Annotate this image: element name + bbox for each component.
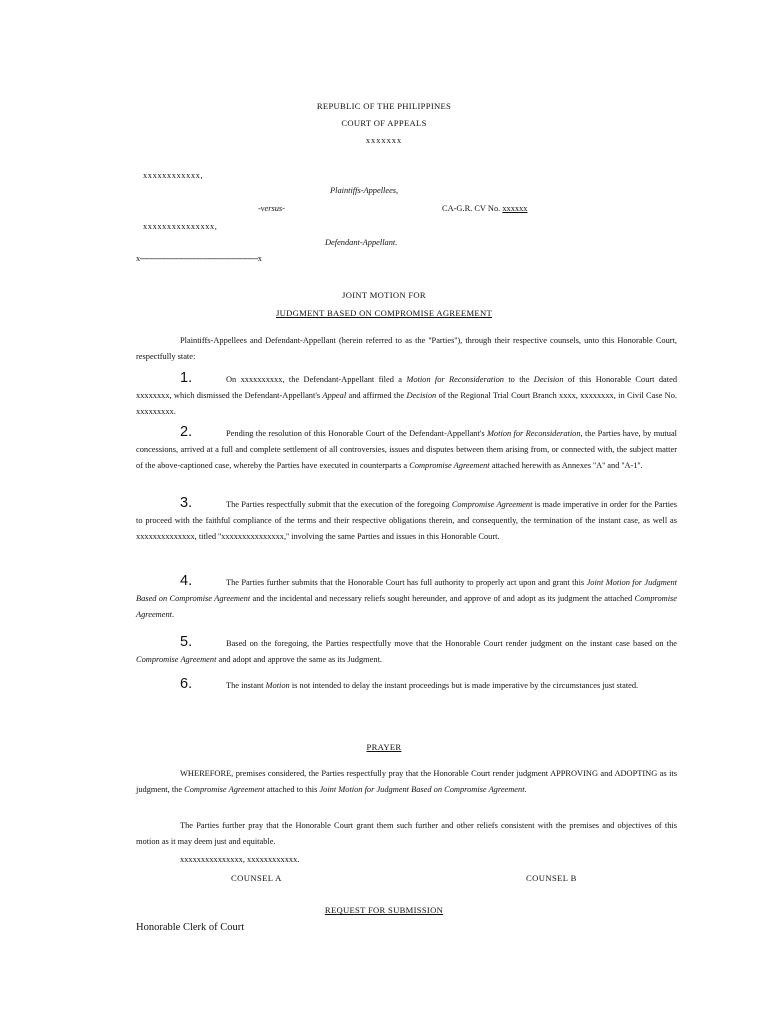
paragraph-3-run-0: The Parties respectfully submit that the execution of the foregoing bbox=[226, 500, 452, 509]
paragraph-6-run-0: The instant bbox=[226, 681, 266, 690]
paragraph-3-run-1: Compromise Agreement bbox=[451, 500, 533, 509]
plaintiff-name: xxxxxxxxxxxx, bbox=[143, 171, 204, 180]
paragraph-1-run-5: Appeal bbox=[322, 391, 347, 401]
place-date: xxxxxxxxxxxxxxx, xxxxxxxxxxxx. bbox=[180, 855, 300, 864]
prayer-paragraph-2: The Parties further pray that the Honorable Court grant them such further and other reliefs consistent with the premises and objectives of this motion as it may deem just and equitable. bbox=[136, 821, 677, 847]
header-location: xxxxxxx bbox=[365, 136, 403, 145]
numbered-paragraph-6 bbox=[136, 678, 677, 694]
defendant-role: Defendant-Appellant. bbox=[325, 238, 398, 247]
prayer-p1-run-4: . bbox=[524, 785, 527, 795]
numbered-paragraph-2 bbox=[136, 426, 677, 475]
numbered-paragraph-5 bbox=[136, 636, 677, 668]
paragraph-4-run-3: Compromise Agreement bbox=[136, 594, 677, 620]
paragraph-number: 3. bbox=[180, 495, 193, 511]
prayer-paragraph-1 bbox=[136, 766, 677, 798]
paragraph-number: 6. bbox=[180, 676, 193, 692]
motion-title-line2: JUDGMENT BASED ON COMPROMISE AGREEMENT bbox=[275, 308, 493, 318]
prayer-p1-run-2: attached to this bbox=[264, 785, 320, 795]
paragraph-5-run-1: Compromise Agreement bbox=[136, 655, 217, 665]
request-heading: REQUEST FOR SUBMISSION bbox=[324, 905, 444, 915]
motion-title-line1: JOINT MOTION FOR bbox=[342, 290, 426, 300]
paragraph-2-run-3: Compromise Agreement bbox=[409, 461, 490, 471]
paragraph-1-run-8: of the Regional Trial Court Branch xxxx, xxxxxxxx, in Civil Case No. xxxxxxxxx. bbox=[136, 391, 677, 417]
paragraph-2-run-1: Motion for Reconsideration bbox=[486, 429, 581, 438]
paragraph-4-run-1: Joint Motion for Judgment Based on Compromise Agreement bbox=[136, 578, 677, 604]
paragraph-4-run-4: . bbox=[171, 610, 175, 620]
case-label: CA-G.R. CV No. bbox=[442, 204, 501, 213]
paragraph-4-run-0: The Parties further submits that the Honorable Court has full authority to properly act upon and grant this bbox=[226, 578, 587, 587]
paragraph-5-run-2: and adopt and approve the same as its Judgment. bbox=[216, 655, 383, 665]
counsel-b-label: COUNSEL B bbox=[526, 873, 577, 883]
paragraph-2-run-0: Pending the resolution of this Honorable Court of the Defendant-Appellant's bbox=[226, 429, 487, 438]
paragraph-2-run-2: , the Parties have, by mutual concessions, arrived at a full and complete settlement of all controversies, issues and disputes between them arising from, or connected with, the subject matter of the above-captioned case, whereby the Parties have executed in counterparts a bbox=[136, 429, 677, 471]
case-number: xxxxxx bbox=[502, 204, 528, 213]
paragraph-4-run-2: and the incidental and necessary reliefs sought hereunder, and approve of and adopt as its judgment the attached bbox=[250, 594, 635, 604]
request-addressee: Honorable Clerk of Court bbox=[136, 922, 245, 933]
paragraph-2-run-4: attached herewith as Annexes ''A'' and ''A-1''. bbox=[489, 461, 643, 471]
numbered-paragraph-3 bbox=[136, 497, 677, 546]
header-court: COURT OF APPEALS bbox=[341, 118, 427, 128]
paragraph-1-run-3: Decision bbox=[533, 375, 564, 384]
paragraph-3-run-2: is made imperative in order for the Parties to proceed with the faithful compliance of the terms and their respective obligations therein, and consequently, the termination of the instant case, as well as xxxxxxxxxxxxxx, titled ''xxxxxxxxxxxxxxx,'' involving the same Parties and issues in this Honorable Court. bbox=[136, 500, 677, 542]
paragraph-6-run-2: is not intended to delay the instant proceedings but is made imperative by the circumstances just stated. bbox=[289, 681, 639, 690]
paragraph-1-run-2: to the bbox=[503, 375, 534, 384]
prayer-p1-run-1: Compromise Agreement bbox=[184, 785, 265, 795]
paragraph-6-run-1: Motion bbox=[265, 681, 290, 690]
defendant-name: xxxxxxxxxxxxxxx, bbox=[143, 222, 218, 231]
paragraph-1-run-6: and affirmed the bbox=[346, 391, 407, 401]
case-number-block bbox=[442, 204, 527, 213]
prayer-heading: PRAYER bbox=[366, 742, 402, 752]
intro-paragraph: Plaintiffs-Appellees and Defendant-Appellant (herein referred to as the ''Parties''), through their respective counsels, unto this Honorable Court, respectfully state: bbox=[136, 336, 677, 362]
paragraph-1-run-4: of this Honorable Court dated xxxxxxxx, which dismissed the Defendant-Appellant's bbox=[136, 375, 678, 401]
header-republic: REPUBLIC OF THE PHILIPPINES bbox=[316, 101, 452, 111]
paragraph-1-run-7: Decision bbox=[406, 391, 437, 401]
numbered-paragraph-1 bbox=[136, 372, 677, 421]
paragraph-number: 5. bbox=[180, 634, 193, 650]
paragraph-5-run-0: Based on the foregoing, the Parties respectfully move that the Honorable Court render judgment on the instant case based on the bbox=[226, 639, 677, 648]
paragraph-number: 4. bbox=[180, 573, 193, 589]
paragraph-number: 2. bbox=[180, 424, 193, 440]
paragraph-number: 1. bbox=[180, 370, 193, 386]
counsel-a-label: COUNSEL A bbox=[231, 873, 282, 883]
numbered-paragraph-4 bbox=[136, 575, 677, 624]
prayer-p1-run-0: WHEREFORE, premises considered, the Parties respectfully pray that the Honorable Court render judgment APPROVING and ADOPTING as its judgment, the bbox=[136, 769, 677, 795]
versus-label: -versus- bbox=[258, 204, 285, 213]
plaintiff-role: Plaintiffs-Appellees, bbox=[330, 186, 399, 195]
paragraph-1-run-1: Motion for Reconsideration bbox=[406, 375, 504, 384]
caption-divider: x------------------------------------------------------x bbox=[136, 254, 262, 263]
prayer-p1-run-3: Joint Motion for Judgment Based on Compromise Agreement bbox=[319, 785, 525, 795]
paragraph-1-run-0: On xxxxxxxxxx, the Defendant-Appellant filed a bbox=[226, 375, 407, 384]
